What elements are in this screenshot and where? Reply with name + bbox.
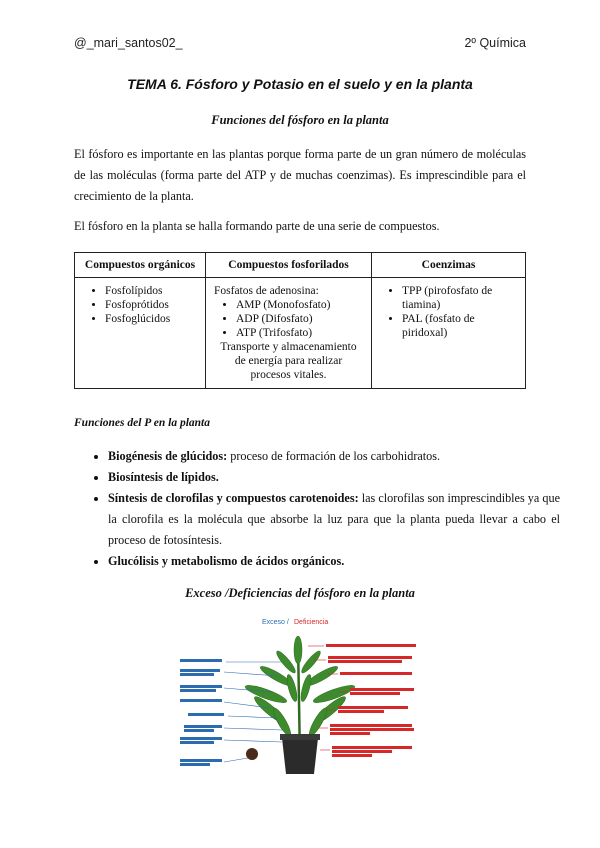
- compounds-table: [74, 252, 526, 389]
- paragraph-importance: El fósforo es importante en las plantas porque forma parte de un gran número de moléculas de las moléculas (forma parte del ATP y de muchas coenzimas). Es imprescindible para el crecimiento de la planta.: [74, 147, 526, 203]
- list-item: • TPP (pirofosfato de tiamina): [402, 284, 517, 312]
- section-heading-excess: Exceso /Deficiencias del fósforo en la planta: [185, 586, 415, 600]
- list-item: • Síntesis de clorofilas y compuestos carotenoides: las clorofilas son imprescindibles ya que la clorofila es la molécula que absorbe la luz para que la planta pueda llevar a cabo el proceso de fotosíntesis.: [108, 488, 560, 551]
- list-item: • Fosfoglúcidos: [105, 312, 197, 326]
- table-header: Compuestos orgánicos: [75, 253, 206, 278]
- list-item: • AMP (Monofosfato): [236, 298, 363, 312]
- list-item: • Biosíntesis de lípidos.: [108, 467, 560, 488]
- coenzymes-cell: [372, 278, 526, 389]
- p-functions-list: [74, 446, 560, 572]
- page-title: TEMA 6. Fósforo y Potasio en el suelo y en la planta: [127, 76, 473, 92]
- list-item: • Glucólisis y metabolismo de ácidos orgánicos.: [108, 551, 560, 572]
- paragraph-compounds: El fósforo en la planta se halla formando parte de una serie de compuestos.: [74, 219, 440, 233]
- table-header: Compuestos fosforilados: [206, 253, 372, 278]
- list-item: • ATP (Trifosfato): [236, 326, 363, 340]
- list-item: • Fosfoprótidos: [105, 298, 197, 312]
- figure-title-excess: Exceso /: [262, 619, 289, 626]
- author-handle: @_mari_santos02_: [74, 36, 183, 50]
- list-item: • PAL (fosfato de piridoxal): [402, 312, 517, 340]
- plant-illustration: [178, 612, 422, 784]
- course-label: 2º Química: [464, 36, 526, 50]
- section-heading-p-functions: Funciones del P en la planta: [74, 417, 210, 429]
- figure-title-deficiency: Deficiencia: [294, 619, 329, 626]
- list-item: • Biogénesis de glúcidos: proceso de formación de los carbohidratos.: [108, 446, 560, 467]
- section-heading-functions: Funciones del fósforo en la planta: [211, 113, 389, 127]
- phosphorylated-cell: [206, 278, 372, 389]
- plant-deficiency-figure: [178, 612, 422, 784]
- organic-cell: [75, 278, 206, 389]
- table-header: Coenzimas: [372, 253, 526, 278]
- list-item: • Fosfolípidos: [105, 284, 197, 298]
- list-item: • ADP (Difosfato): [236, 312, 363, 326]
- phosphate-note: Transporte y almacenamiento de energía para realizar procesos vitales.: [220, 341, 357, 381]
- phosphate-intro: Fosfatos de adenosina:: [214, 285, 319, 297]
